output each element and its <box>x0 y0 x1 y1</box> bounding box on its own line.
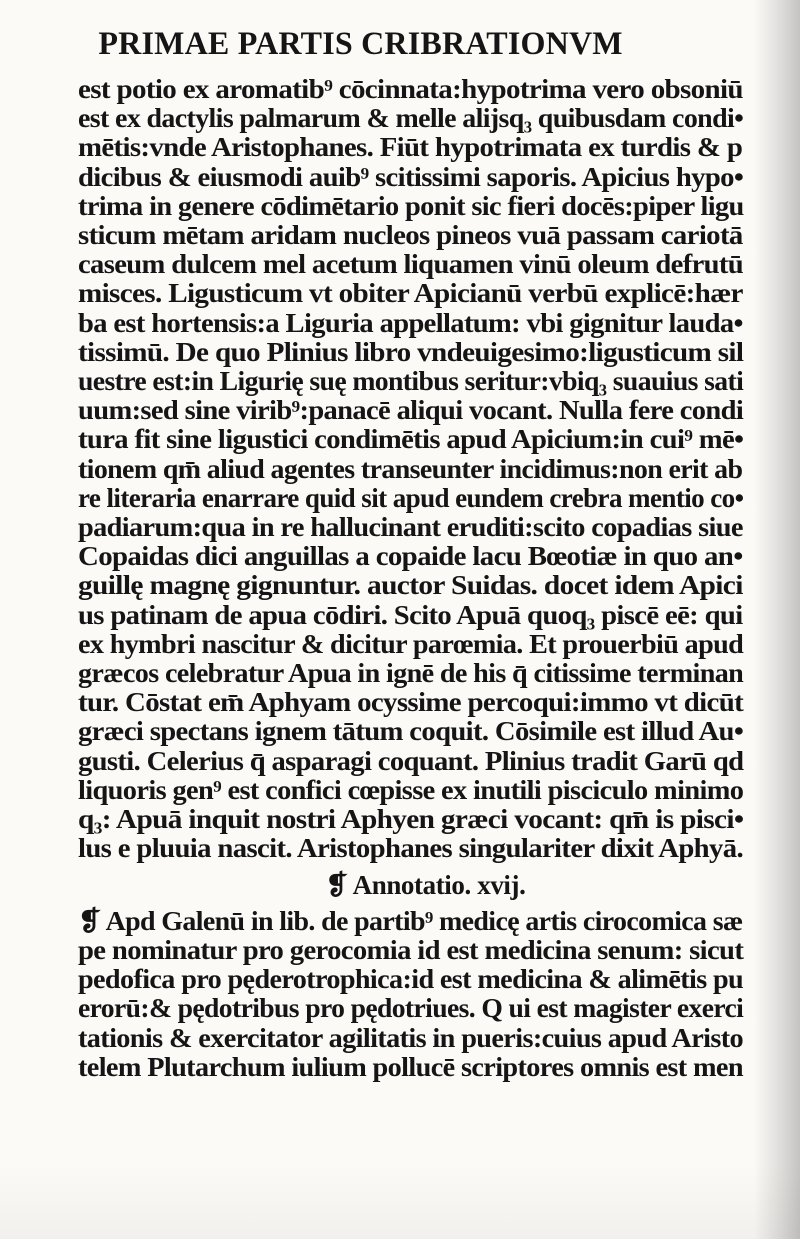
text-line: ex hymbri nascitur & dicitur parœmia. Et prouerbiū apud <box>78 628 744 659</box>
text-line: erorū:& pędotribus pro pędotriues. Q ui est magister exerci <box>78 993 744 1024</box>
text-line: dicibus & eiusmodi auib⁹ scitissimi saporis. Apicius hypo• <box>78 161 744 192</box>
text-line: tura fit sine ligustici condimētis apud Apicium:in cui⁹ mē• <box>78 424 744 455</box>
text-line: est potio ex aromatib⁹ cōcinnata:hypotrima vero obsoniū <box>78 74 743 104</box>
text-line: græci spectans ignem tātum coquit. Cōsimile est illud Au• <box>78 716 744 747</box>
text-line: lus e pluuia nascit. Aristophanes singulariter dixit Aphyā. <box>78 833 743 864</box>
text-line: tationis & exercitator agilitatis in pueris:cuius apud Aristo <box>78 1022 744 1053</box>
text-line: tissimū. De quo Plinius libro vndeuigesimo:ligusticum sil <box>78 336 744 367</box>
text-line: est ex dactylis palmarum & melle alijsq₃ quibusdam condi• <box>78 103 744 134</box>
text-line: Copaidas dici anguillas a copaide lacu Bœotiæ in quo an• <box>78 541 743 572</box>
text-line: tionem qm̄ aliud agentes transeunter incidimus:non erit ab <box>78 453 743 484</box>
text-line: tur. Cōstat em̄ Aphyam ocyssime percoqui:immo vt dicūt <box>78 687 744 718</box>
text-line: trima in genere cōdimētario ponit sic fieri docēs:piper ligu <box>78 190 744 221</box>
text-line: us patinam de apua cōdiri. Scito Apuā quoq₃ piscē eē: qui <box>78 599 743 630</box>
text-line: padiarum:qua in re hallucinant eruditi:scito copadias siue <box>78 512 743 543</box>
text-line: ❡ Apd Galenū in lib. de partib⁹ medicę artis cirocomica sæ <box>78 905 743 936</box>
section-paragraph <box>78 907 743 1082</box>
text-line: liquoris gen⁹ est confici cœpisse ex inutili pisciculo minimo <box>78 774 744 805</box>
text-line: guillę magnę gignuntur. auctor Suidas. docet idem Apici <box>78 570 743 601</box>
section-heading: ❡ Annotatio. xvij. <box>325 870 526 901</box>
text-line: uestre est:in Ligurię suę montibus seritur:vbiq₃ suauius sati <box>78 366 744 397</box>
text-line: misces. Ligusticum vt obiter Apicianū verbū explicē:hær <box>78 278 743 309</box>
text-line: pe nominatur pro gerocomia id est medicina senum: sicut <box>78 934 744 965</box>
text-line: re literaria enarrare quid sit apud eundem crebra mentio co• <box>78 482 744 513</box>
text-line: q₃: Apuā inquit nostri Aphyen græci vocant: qm̄ is pisci• <box>78 804 744 835</box>
text-line: mētis:vnde Aristophanes. Fiūt hypotrimata ex turdis & p <box>78 132 743 163</box>
text-line: sticum mētam aridam nucleos pineos vuā passam cariotā <box>78 220 743 251</box>
text-line: uum:sed sine virib⁹:panacē aliqui vocant. Nulla fere condi <box>78 395 744 426</box>
main-paragraph <box>78 75 743 863</box>
text-block <box>78 25 743 1082</box>
text-line: ba est hortensis:a Liguria appellatum: vbi gignitur lauda• <box>78 307 743 338</box>
text-line: græcos celebratur Apua in ignē de his q̄ citissime terminan <box>78 658 744 689</box>
page-bottom-shadow <box>0 1164 800 1239</box>
text-line: caseum dulcem mel acetum liquamen vinū oleum defrutū <box>78 249 744 280</box>
text-line: gusti. Celerius q̄ asparagi coquant. Plinius tradit Garū qd <box>78 745 744 776</box>
running-head: PRIMAE PARTIS CRIBRATIONVM <box>98 26 623 62</box>
text-line: telem Plutarchum iulium pollucē scriptores omnis est men <box>78 1051 743 1082</box>
text-line: pedofica pro pęderotrophica:id est medicina & alimētis pu <box>78 964 744 995</box>
